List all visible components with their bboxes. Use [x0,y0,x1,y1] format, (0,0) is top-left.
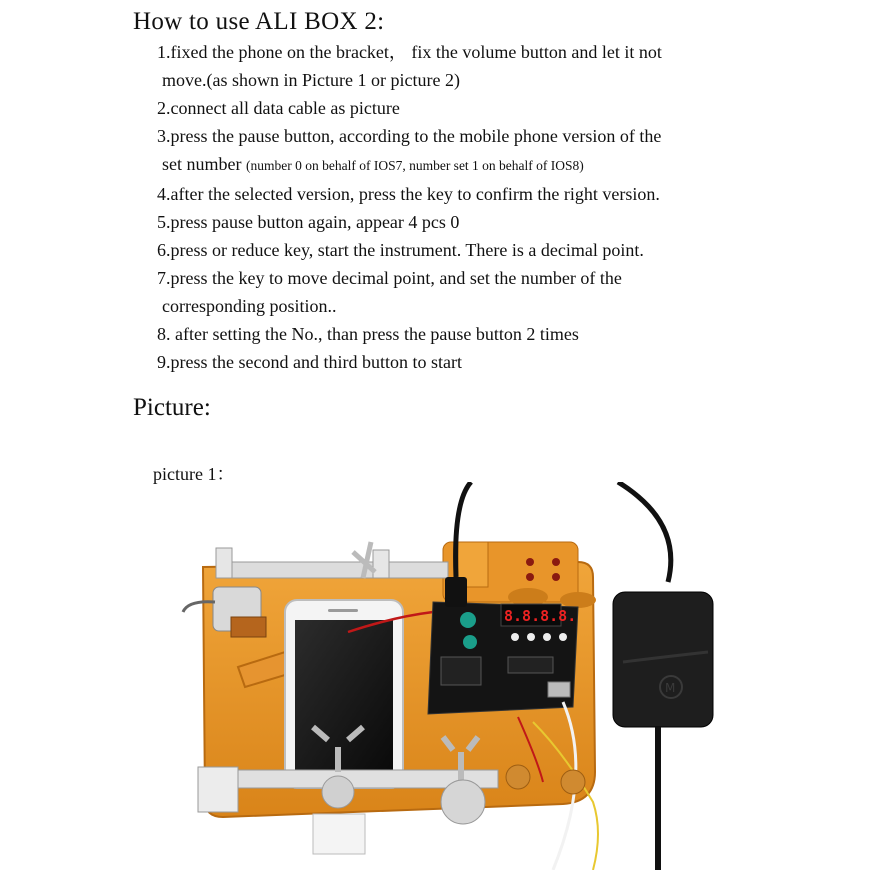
step-4: 4.after the selected version, press the key to confirm the right version. [157,184,660,204]
usb-port [548,682,570,697]
picture-label: picture 1： [153,464,235,484]
board-knob [561,770,585,794]
step-8: 8. after setting the No., than press the pause button 2 times [157,324,579,344]
board-cutout [508,588,548,606]
capacitor [460,612,476,628]
pcb-button [559,633,567,641]
thumb-wheel [322,776,354,808]
capacitor [463,635,477,649]
clamp-disc [441,780,485,824]
adapter-logo-text: M [665,681,676,695]
dc-jack [445,577,467,607]
microchip [508,657,553,673]
page-title: How to use ALI BOX 2: [133,8,385,35]
usb-plug [313,814,365,854]
clamp-post-left [216,548,232,578]
pcb-button [543,633,551,641]
step-3-note: (number 0 on behalf of IOS7, number set 1 on behalf of IOS8) [245,158,584,173]
board-hole [552,573,560,581]
board-hole [552,558,560,566]
adapter-cable [618,482,671,582]
motor-pulley [231,617,266,637]
regulator [441,657,481,685]
digit-display: 8.8.8.8. [504,607,577,625]
step-5: 5.press pause button again, appear 4 pcs 0 [157,212,460,232]
bottom-block-left [198,767,238,812]
board-cutout [560,592,596,608]
step-3-set-number: set number [162,154,242,174]
power-adapter [613,592,713,727]
clamp-post-right [373,550,389,578]
top-rail [218,562,448,578]
board-knob [506,765,530,789]
instruction-list [157,38,662,376]
step-9: 9.press the second and third button to start [157,352,462,372]
step-3-line-2 [157,150,662,180]
picture-heading: Picture: [133,394,211,421]
pcb-button [511,633,519,641]
phone-speaker [328,609,358,612]
product-photo [123,482,870,870]
step-6: 6.press or reduce key, start the instrument. There is a decimal point. [157,240,644,260]
board-hole [526,573,534,581]
pcb-button [527,633,535,641]
board-hole [526,558,534,566]
step-1-line-2: move.(as shown in Picture 1 or picture 2) [162,70,460,90]
step-7-line-1: 7.press the key to move decimal point, and set the number of the [157,268,622,288]
step-2: 2.connect all data cable as picture [157,98,400,118]
step-1-line-1: 1.fixed the phone on the bracket， fix the volume button and let it not [157,42,662,62]
control-pcb [428,602,578,714]
phone-screen [295,620,393,770]
step-3-line-1: 3.press the pause button, according to the mobile phone version of the [157,126,662,146]
step-7-line-2: corresponding position.. [162,296,337,316]
